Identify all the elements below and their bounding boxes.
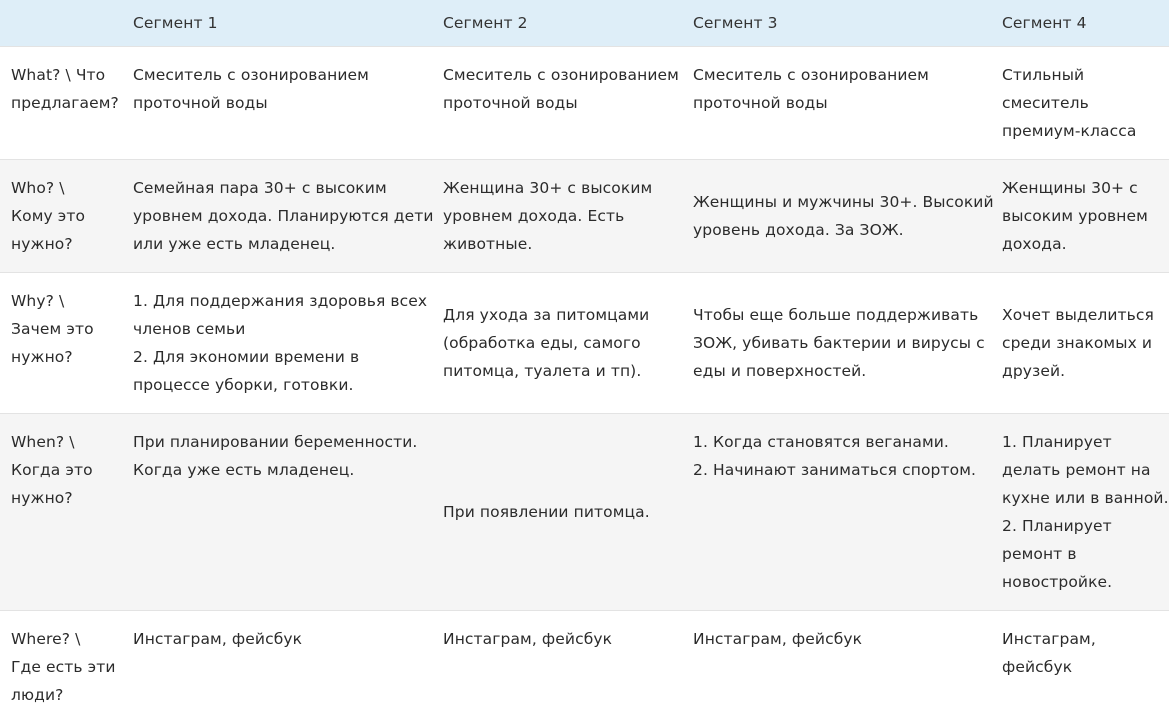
cell-when-segment-3: 1. Когда становятся веганами. 2. Начинают заниматься спортом. — [685, 414, 994, 611]
segment-1-header: Сегмент 1 — [125, 0, 435, 47]
segment-4-header: Сегмент 4 — [994, 0, 1169, 47]
row-label-why: Why? \ Зачем это нужно? — [0, 273, 125, 414]
segment-3-header: Сегмент 3 — [685, 0, 994, 47]
cell-who-segment-3: Женщины и мужчины 30+. Высокий уровень дохода. За ЗОЖ. — [685, 160, 994, 273]
cell-when-segment-4: 1. Планирует делать ремонт на кухне или в ванной. 2. Планирует ремонт в новостройке. — [994, 414, 1169, 611]
cell-what-segment-3: Смеситель с озонированием проточной воды — [685, 47, 994, 160]
row-label-where: Where? \ Где есть эти люди? — [0, 611, 125, 723]
row-label-who: Who? \ Кому это нужно? — [0, 160, 125, 273]
header-row — [0, 0, 1169, 47]
cell-why-segment-2: Для ухода за питомцами (обработка еды, самого питомца, туалета и тп). — [435, 273, 685, 414]
table-row-what — [0, 47, 1169, 160]
row-label-when: When? \ Когда это нужно? — [0, 414, 125, 611]
segment-2-header: Сегмент 2 — [435, 0, 685, 47]
cell-who-segment-2: Женщина 30+ с высоким уровнем дохода. Есть животные. — [435, 160, 685, 273]
cell-who-segment-4: Женщины 30+ с высоким уровнем дохода. — [994, 160, 1169, 273]
cell-who-segment-1: Семейная пара 30+ с высоким уровнем дохода. Планируются дети или уже есть младенец. — [125, 160, 435, 273]
cell-where-segment-2: Инстаграм, фейсбук — [435, 611, 685, 723]
cell-what-segment-2: Смеситель с озонированием проточной воды — [435, 47, 685, 160]
cell-why-segment-4: Хочет выделиться среди знакомых и друзей. — [994, 273, 1169, 414]
row-label-what: What? \ Что предлагаем? — [0, 47, 125, 160]
table-row-who — [0, 160, 1169, 273]
cell-why-segment-1: 1. Для поддержания здоровья всех членов семьи 2. Для экономии времени в процессе уборки, готовки. — [125, 273, 435, 414]
cell-when-segment-2: При появлении питомца. — [435, 414, 685, 611]
table-row-where — [0, 611, 1169, 723]
cell-what-segment-1: Смеситель с озонированием проточной воды — [125, 47, 435, 160]
cell-where-segment-1: Инстаграм, фейсбук — [125, 611, 435, 723]
corner-header — [0, 0, 125, 47]
cell-where-segment-4: Инстаграм, фейсбук — [994, 611, 1169, 723]
cell-why-segment-3: Чтобы еще больше поддерживать ЗОЖ, убивать бактерии и вирусы с еды и поверхностей. — [685, 273, 994, 414]
table-row-when — [0, 414, 1169, 611]
cell-what-segment-4: Стильный смеситель премиум-класса — [994, 47, 1169, 160]
table-row-why — [0, 273, 1169, 414]
cell-where-segment-3: Инстаграм, фейсбук — [685, 611, 994, 723]
cell-when-segment-1: При планировании беременности. Когда уже есть младенец. — [125, 414, 435, 611]
